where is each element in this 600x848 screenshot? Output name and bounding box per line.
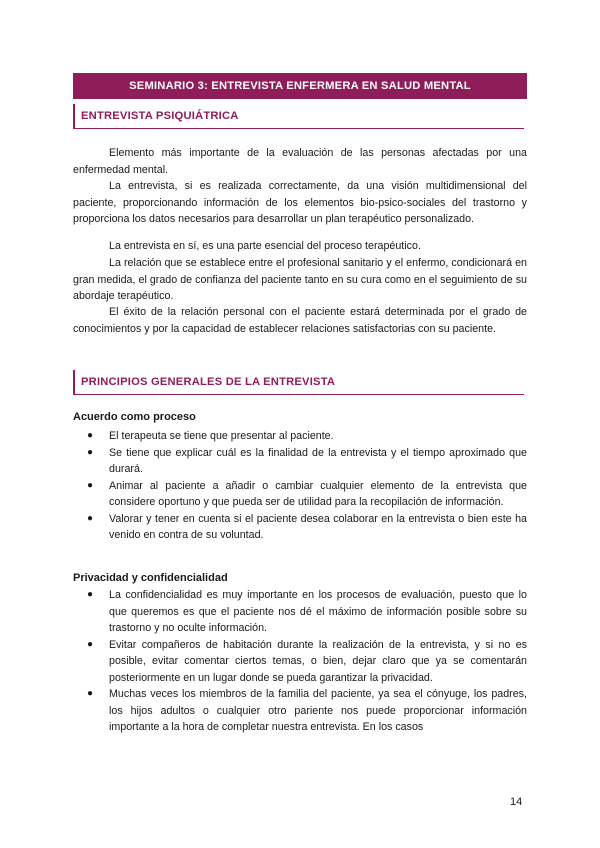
list-item xyxy=(73,478,527,511)
bullet-icon: ● xyxy=(87,479,94,491)
subsection-title-acuerdo: Acuerdo como proceso xyxy=(73,411,196,423)
paragraph xyxy=(73,238,527,255)
list-item xyxy=(73,511,527,544)
bullet-icon: ● xyxy=(87,430,94,441)
list-item-text: El terapeuta se tiene que presentar al paciente. xyxy=(109,430,334,442)
section-heading-entrevista-psiquiatrica: ENTREVISTA PSIQUIÁTRICA xyxy=(73,104,524,129)
list-item-text: Se tiene que explicar cuál es la finalidad de la entrevista y el tiempo aproximado que durará. xyxy=(109,446,527,475)
list-item-text: Animar al paciente a añadir o cambiar cualquier elemento de la entrevista que considere oportuno y que pueda ser de utilidad para la recopilación de información. xyxy=(109,479,527,508)
bullet-icon: ● xyxy=(87,446,94,458)
paragraph-text: La entrevista en sí, es una parte esencial del proceso terapéutico. xyxy=(109,240,421,252)
bullet-icon: ● xyxy=(87,688,94,699)
list-item xyxy=(73,428,527,445)
list-item-text: Valorar y tener en cuenta si el paciente desea colaborar en la entrevista o bien este ha venido en contra de su voluntad. xyxy=(109,512,527,541)
list-item xyxy=(73,587,527,637)
page-number: 14 xyxy=(510,796,523,808)
paragraph xyxy=(73,178,527,228)
bullet-icon: ● xyxy=(87,589,94,600)
seminar-title-banner: SEMINARIO 3: ENTREVISTA ENFERMERA EN SALUD MENTAL xyxy=(73,73,527,99)
list-item xyxy=(73,445,527,478)
list-item-text: La confidencialidad es muy importante en los procesos de evaluación, puesto que lo que queremos es que el paciente nos dé el máximo de información posible sobre su trastorno y no oculte información. xyxy=(109,589,527,634)
paragraph-text: El éxito de la relación personal con el paciente estará determinada por el grado de conocimientos y por la capacidad de establecer relaciones satisfactorias con su paciente. xyxy=(73,306,527,335)
paragraph xyxy=(73,145,527,178)
paragraph xyxy=(73,255,527,305)
paragraph-text: Elemento más importante de la evaluación de las personas afectadas por una enfermedad mental. xyxy=(73,147,527,176)
list-item xyxy=(73,637,527,687)
bullet-icon: ● xyxy=(87,638,94,650)
section-heading-principios-generales: PRINCIPIOS GENERALES DE LA ENTREVISTA xyxy=(73,370,524,395)
subsection-title-privacidad: Privacidad y confidencialidad xyxy=(73,572,228,584)
bullet-icon: ● xyxy=(87,512,94,524)
paragraph xyxy=(73,304,527,337)
bullet-list-acuerdo xyxy=(73,428,527,544)
paragraph-text: La relación que se establece entre el profesional sanitario y el enfermo, condicionará en gran medida, el grado de confianza del paciente tanto en su cura como en el seguimiento de su abordaje terapéutico. xyxy=(73,257,527,302)
list-item-text: Muchas veces los miembros de la familia del paciente, ya sea el cónyuge, los padres, los hijos adultos o cualquier otro pariente nos puede proporcionar información importante a la hora de completar nuestra entrevista. En los casos xyxy=(109,688,527,733)
list-item xyxy=(73,686,527,736)
list-item-text: Evitar compañeros de habitación durante la realización de la entrevista, y si no es posible, evitar comentar ciertos temas, o bien, dejar claro que ya se comentarán posteriormente en un lugar donde se pueda garantizar la privacidad. xyxy=(109,638,527,684)
bullet-list-privacidad xyxy=(73,587,527,736)
paragraph-text: La entrevista, si es realizada correctamente, da una visión multidimensional del paciente, proporcionando información de los elementos bio-psico-sociales del trastorno y proporciona los datos necesarios para desarrollar un plan terapéutico personalizado. xyxy=(73,180,527,225)
